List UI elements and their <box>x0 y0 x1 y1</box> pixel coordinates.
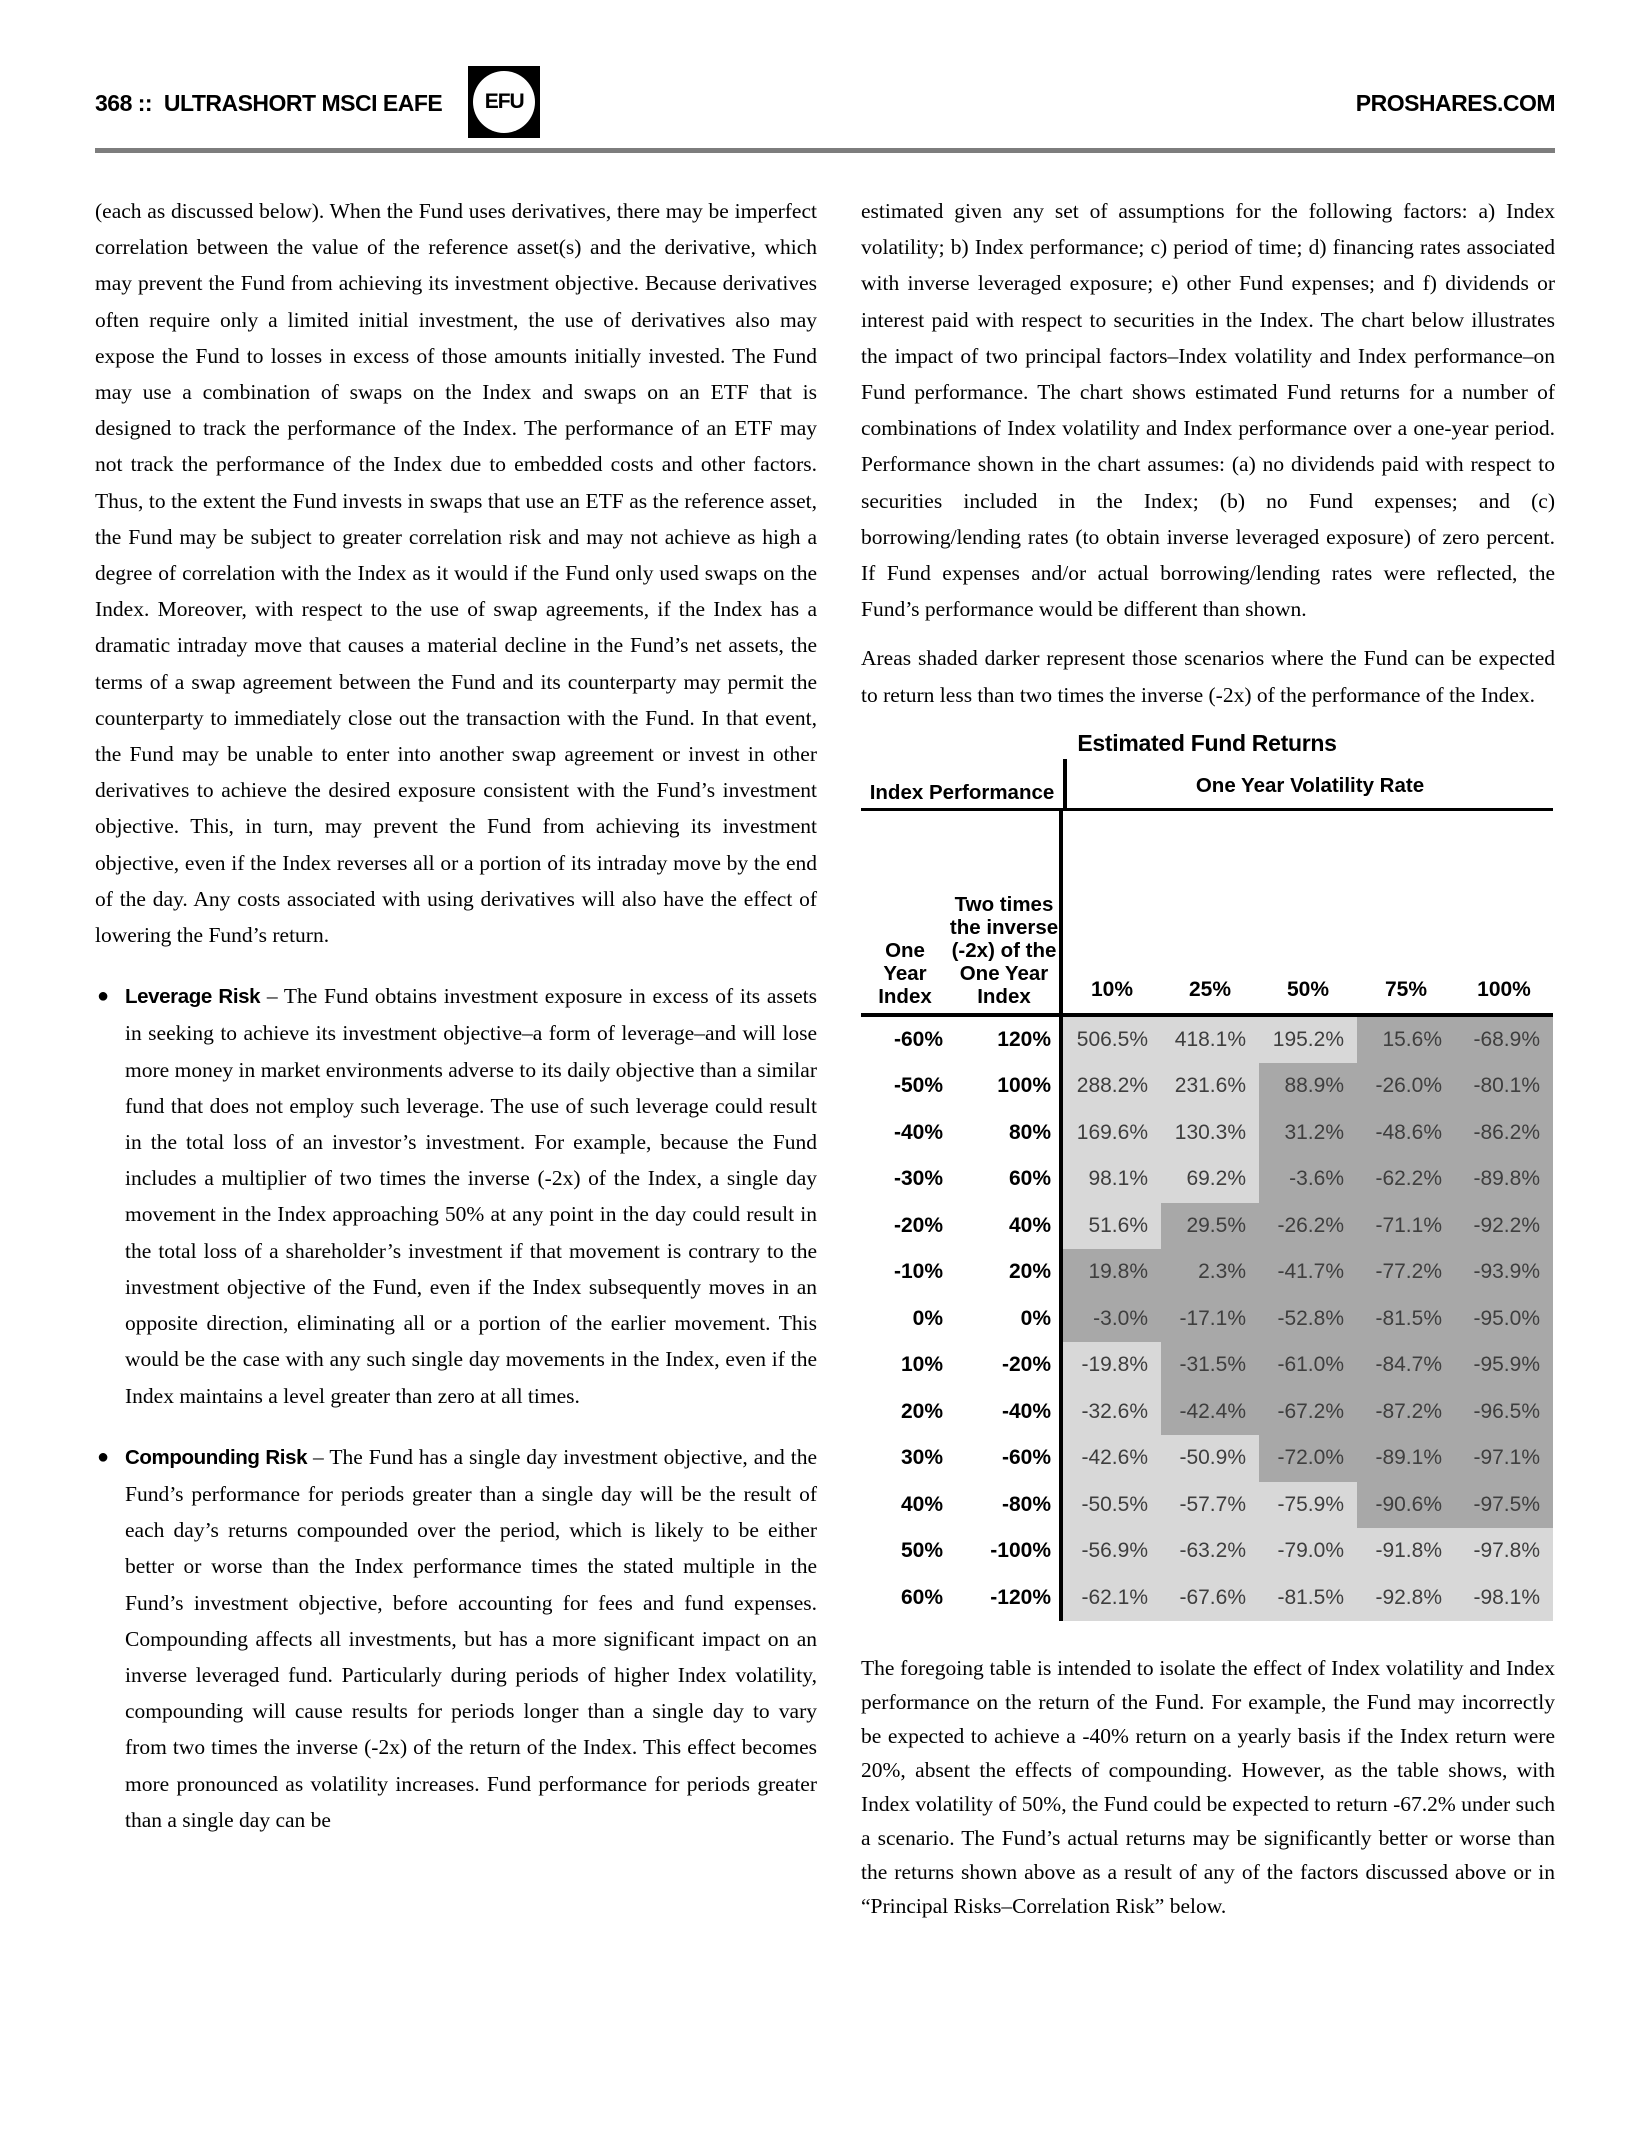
estimated-return-cell: -90.6% <box>1357 1482 1455 1529</box>
estimated-return-cell: -91.8% <box>1357 1528 1455 1575</box>
table-row <box>861 1203 1553 1250</box>
estimated-return-cell: -3.0% <box>1063 1296 1161 1343</box>
estimated-return-cell: -56.9% <box>1063 1528 1161 1575</box>
risk-term: Compounding Risk <box>125 1445 308 1469</box>
list-item-leverage-risk <box>95 978 817 1413</box>
one-year-index-header: One Year Index <box>878 938 932 1008</box>
estimated-return-cell: -62.1% <box>1063 1575 1161 1622</box>
one-year-index-cell: -60% <box>893 1027 943 1051</box>
estimated-return-cell: -79.0% <box>1259 1528 1357 1575</box>
table-subheader-row <box>861 811 1553 1017</box>
estimated-return-cell: -95.0% <box>1455 1296 1553 1343</box>
table-row <box>861 1017 1553 1064</box>
return-cells <box>1063 1435 1553 1482</box>
estimated-return-cell: -42.6% <box>1063 1435 1161 1482</box>
return-cells <box>1063 1110 1553 1157</box>
estimated-return-cell: -26.2% <box>1259 1203 1357 1250</box>
website-label: PROSHARES.COM <box>1355 90 1555 116</box>
estimated-return-cell: -61.0% <box>1259 1342 1357 1389</box>
two-times-inverse-cell: -40% <box>1001 1399 1051 1423</box>
estimated-return-cell: -98.1% <box>1455 1575 1553 1622</box>
return-cells <box>1063 1342 1553 1389</box>
two-times-inverse-cell: 40% <box>1008 1213 1051 1237</box>
separator: :: <box>137 90 153 116</box>
bullet-text <box>125 978 817 1413</box>
risk-body: – The Fund has a single day investment objective, and the Fund’s performance for periods greater than a single day will be the result of each day’s returns compounded over the period, which is likely to be either better or worse than the Index performance times the stated multiple in the Fund’s investment objective, before accounting for fees and fund expenses. Compounding affects all investments, but has a more significant impact on an inverse leveraged fund. Particularly during periods of higher Index volatility, compounding will cause results for periods longer than a single day to vary from two times the inverse (-2x) of the return of the Index. This effect becomes more pronounced as volatility increases. Fund performance for periods greater than a single day can be <box>125 1444 817 1832</box>
left-column <box>95 193 817 1923</box>
table-row <box>861 1342 1553 1389</box>
table-row <box>861 1575 1553 1622</box>
estimated-return-cell: -84.7% <box>1357 1342 1455 1389</box>
ticker-circle-icon <box>473 71 535 133</box>
estimated-return-cell: 169.6% <box>1063 1110 1161 1157</box>
bullet-icon: ● <box>97 985 110 1008</box>
estimated-return-cell: 98.1% <box>1063 1156 1161 1203</box>
two-times-inverse-cell: 20% <box>1008 1260 1051 1284</box>
paragraph: Areas shaded darker represent those scenarios where the Fund can be expected to return less than two times the inverse (-2x) of the performance of the Index. <box>861 646 1555 707</box>
estimated-return-cell: -81.5% <box>1357 1296 1455 1343</box>
paragraph: (each as discussed below). When the Fund uses derivatives, there may be imperfect correlation between the value of the reference asset(s) and the derivative, which may prevent the Fund from achieving its investment objective. Because derivatives often require only a limited initial investment, the use of derivatives also may expose the Fund to losses in excess of those amounts initially invested. The Fund may use a combination of swaps on the Index and swaps on an ETF that is designed to track the performance of the Index. The performance of an ETF may not track the performance of the Index due to embedded costs and other factors. Thus, to the extent the Fund invests in swaps that use an ETF as the reference asset, the Fund may be subject to greater correlation risk and may not achieve as high a degree of correlation with the Index as it would if the Fund only used swaps on the Index. Moreover, with respect to the use of swap agreements, if the Index has a dramatic intraday move that causes a material decline in the Fund’s net assets, the terms of a swap agreement between the Fund and its counterparty may permit the counterparty to immediately close out the transaction with the Fund. In that event, the Fund may be unable to enter into another swap agreement or invest in other derivatives to achieve the desired exposure consistent with the Fund’s investment objective. This, in turn, may prevent the Fund from achieving its investment objective, even if the Index reverses all or a portion of its intraday move by the end of the day. Any costs associated with using derivatives will also have the effect of lowering the Fund’s return. <box>95 199 817 948</box>
estimated-return-cell: -57.7% <box>1161 1482 1259 1529</box>
table-row <box>861 1156 1553 1203</box>
one-year-index-cell: 30% <box>900 1446 943 1470</box>
estimated-return-cell: -19.8% <box>1063 1342 1161 1389</box>
table-row <box>861 1528 1553 1575</box>
return-cells <box>1063 1156 1553 1203</box>
volatility-header-100: 100% <box>1477 977 1531 1001</box>
estimated-return-cell: -67.2% <box>1259 1389 1357 1436</box>
estimated-return-cell: -68.9% <box>1455 1017 1553 1064</box>
estimated-return-cell: -86.2% <box>1455 1110 1553 1157</box>
estimated-return-cell: -97.5% <box>1455 1482 1553 1529</box>
estimated-return-cell: -95.9% <box>1455 1342 1553 1389</box>
estimated-return-cell: -71.1% <box>1357 1203 1455 1250</box>
table-rows <box>861 1017 1553 1622</box>
two-times-inverse-cell: -20% <box>1001 1353 1051 1377</box>
two-times-inverse-cell: -60% <box>1001 1446 1051 1470</box>
estimated-return-cell: -67.6% <box>1161 1575 1259 1622</box>
estimated-return-cell: -72.0% <box>1259 1435 1357 1482</box>
return-cells <box>1063 1017 1553 1064</box>
estimated-return-cell: 19.8% <box>1063 1249 1161 1296</box>
estimated-return-cell: -62.2% <box>1357 1156 1455 1203</box>
volatility-header-25: 25% <box>1188 977 1232 1001</box>
paragraph: estimated given any set of assumptions for the following factors: a) Index volatility; b) Index performance; c) period of time; d) financing rates associated with inverse leveraged exposure; e) other Fund expenses; and f) dividends or interest paid with respect to securities in the Index. The chart below illustrates the impact of two principal factors–Index volatility and Index performance–on Fund performance. The chart shows estimated Fund returns for a number of combinations of Index volatility and Index performance over a one-year period. Performance shown in the chart assumes: (a) no dividends paid with respect to securities included in the Index; (b) no Fund expenses; and (c) borrowing/lending rates (to obtain inverse leveraged exposure) of zero percent. If Fund expenses and/or actual borrowing/lending rates were reflected, the Fund’s performance would be different than shown. <box>861 199 1555 622</box>
table-row <box>861 1296 1553 1343</box>
return-cells <box>1063 1528 1553 1575</box>
estimated-return-cell: -97.8% <box>1455 1528 1553 1575</box>
two-times-inverse-cell: 120% <box>997 1027 1051 1051</box>
estimated-return-cell: -17.1% <box>1161 1296 1259 1343</box>
one-year-index-cell: -30% <box>893 1167 943 1191</box>
one-year-index-cell: 10% <box>900 1353 943 1377</box>
risk-body: – The Fund obtains investment exposure in excess of its assets in seeking to achieve its investment objective–a form of leverage–and will lose more money in market environments adverse to its daily objective than a similar fund that does not employ such leverage. The use of such leverage could result in the total loss of an investor’s investment. For example, because the Fund includes a multiplier of two times the inverse (-2x) of the Index, a single day movement in the Index approaching 50% at any point in the day could result in the total loss of a shareholder’s investment if that movement is contrary to the investment objective of the Fund, even if the Index subsequently moves in an opposite direction, eliminating all or a portion of the earlier movement. This would be the case with any such single day movements in the Index, even if the Index maintains a level greater than zero at all times. <box>125 984 818 1408</box>
estimated-return-cell: -81.5% <box>1259 1575 1357 1622</box>
estimated-return-cell: 288.2% <box>1063 1063 1161 1110</box>
right-column <box>861 193 1555 1923</box>
return-cells <box>1063 1389 1553 1436</box>
return-cells <box>1063 1203 1553 1250</box>
return-cells <box>1063 1575 1553 1622</box>
running-head <box>95 90 442 117</box>
table-row <box>861 1389 1553 1436</box>
estimated-return-cell: 69.2% <box>1161 1156 1259 1203</box>
estimated-return-cell: -50.9% <box>1161 1435 1259 1482</box>
closing-paragraph: The foregoing table is intended to isolate the effect of Index volatility and Index performance on the return of the Fund. For example, the Fund may incorrectly be expected to achieve a -40% return on a yearly basis if the Index return were 20%, absent the effects of compounding. However, as the table shows, with Index volatility of 50%, the Fund could be expected to return -67.2% under such a scenario. The Fund’s actual returns may be significantly better or worse than the returns shown above as a result of any of the factors discussed above or in “Principal Risks–Correlation Risk” below. <box>861 1656 1555 1919</box>
table-title: Estimated Fund Returns <box>1077 729 1337 756</box>
estimated-return-cell: -32.6% <box>1063 1389 1161 1436</box>
list-item-compounding-risk <box>95 1439 817 1838</box>
one-year-index-cell: 50% <box>900 1539 943 1563</box>
estimated-return-cell: 51.6% <box>1063 1203 1161 1250</box>
estimated-return-cell: 2.3% <box>1161 1249 1259 1296</box>
one-year-index-cell: 60% <box>900 1585 943 1609</box>
one-year-index-cell: -40% <box>893 1120 943 1144</box>
estimated-return-cell: -77.2% <box>1357 1249 1455 1296</box>
estimated-return-cell: -93.9% <box>1455 1249 1553 1296</box>
fund-ticker-badge <box>468 66 540 138</box>
one-year-index-cell: 40% <box>900 1492 943 1516</box>
estimated-return-cell: 130.3% <box>1161 1110 1259 1157</box>
two-column-body <box>95 193 1555 1923</box>
estimated-return-cell: 88.9% <box>1259 1063 1357 1110</box>
estimated-return-cell: -63.2% <box>1161 1528 1259 1575</box>
table-row <box>861 1482 1553 1529</box>
table-group-header-row <box>861 759 1553 811</box>
estimated-return-cell: -92.8% <box>1357 1575 1455 1622</box>
page-number: 368 <box>95 90 132 116</box>
header-rule <box>95 148 1555 153</box>
estimated-return-cell: -50.5% <box>1063 1482 1161 1529</box>
ticker-label: EFU <box>484 90 524 113</box>
estimated-return-cell: 418.1% <box>1161 1017 1259 1064</box>
estimated-return-cell: 195.2% <box>1259 1017 1357 1064</box>
bullet-text <box>125 1439 817 1838</box>
estimated-return-cell: 506.5% <box>1063 1017 1161 1064</box>
table-row <box>861 1063 1553 1110</box>
table-row <box>861 1110 1553 1157</box>
two-times-inverse-cell: 100% <box>997 1074 1051 1098</box>
estimated-return-cell: -42.4% <box>1161 1389 1259 1436</box>
estimated-fund-returns-table <box>861 729 1553 1622</box>
one-year-index-cell: 20% <box>900 1399 943 1423</box>
estimated-return-cell: -3.6% <box>1259 1156 1357 1203</box>
estimated-return-cell: 31.2% <box>1259 1110 1357 1157</box>
return-cells <box>1063 1482 1553 1529</box>
estimated-return-cell: -31.5% <box>1161 1342 1259 1389</box>
estimated-return-cell: -52.8% <box>1259 1296 1357 1343</box>
estimated-return-cell: -48.6% <box>1357 1110 1455 1157</box>
estimated-return-cell: -89.8% <box>1455 1156 1553 1203</box>
two-times-inverse-cell: 0% <box>1020 1306 1051 1330</box>
two-times-inverse-header: Two times the inverse (-2x) of the One Year Index <box>949 892 1059 1008</box>
estimated-return-cell: -96.5% <box>1455 1389 1553 1436</box>
volatility-header-10: 10% <box>1090 977 1134 1001</box>
volatility-header-75: 75% <box>1384 977 1428 1001</box>
return-cells <box>1063 1296 1553 1343</box>
bullet-icon: ● <box>97 1445 110 1468</box>
volatility-header-50: 50% <box>1286 977 1330 1001</box>
two-times-inverse-cell: 60% <box>1008 1167 1051 1191</box>
index-performance-header: Index Performance <box>861 759 1063 811</box>
return-cells <box>1063 1063 1553 1110</box>
page-header <box>95 58 1555 146</box>
fund-name: ULTRASHORT MSCI EAFE <box>163 90 443 116</box>
volatility-rate-header: One Year Volatility Rate <box>1067 759 1553 811</box>
one-year-index-cell: -10% <box>893 1260 943 1284</box>
two-times-inverse-cell: -100% <box>990 1539 1051 1563</box>
two-times-inverse-cell: 80% <box>1008 1120 1051 1144</box>
table-row <box>861 1435 1553 1482</box>
risk-term: Leverage Risk <box>125 985 261 1009</box>
estimated-return-cell: 29.5% <box>1161 1203 1259 1250</box>
header-left <box>95 58 540 138</box>
estimated-return-cell: -80.1% <box>1455 1063 1553 1110</box>
return-cells <box>1063 1249 1553 1296</box>
estimated-return-cell: -75.9% <box>1259 1482 1357 1529</box>
estimated-return-cell: -97.1% <box>1455 1435 1553 1482</box>
estimated-return-cell: 231.6% <box>1161 1063 1259 1110</box>
volatility-column-headers <box>1063 811 1553 1013</box>
table-row <box>861 1249 1553 1296</box>
estimated-return-cell: 15.6% <box>1357 1017 1455 1064</box>
one-year-index-cell: -50% <box>893 1074 943 1098</box>
two-times-inverse-cell: -120% <box>990 1585 1051 1609</box>
two-times-inverse-cell: -80% <box>1001 1492 1051 1516</box>
estimated-return-cell: -26.0% <box>1357 1063 1455 1110</box>
estimated-return-cell: -87.2% <box>1357 1389 1455 1436</box>
one-year-index-cell: 0% <box>912 1306 943 1330</box>
one-year-index-cell: -20% <box>893 1213 943 1237</box>
estimated-return-cell: -92.2% <box>1455 1203 1553 1250</box>
estimated-return-cell: -89.1% <box>1357 1435 1455 1482</box>
estimated-return-cell: -41.7% <box>1259 1249 1357 1296</box>
